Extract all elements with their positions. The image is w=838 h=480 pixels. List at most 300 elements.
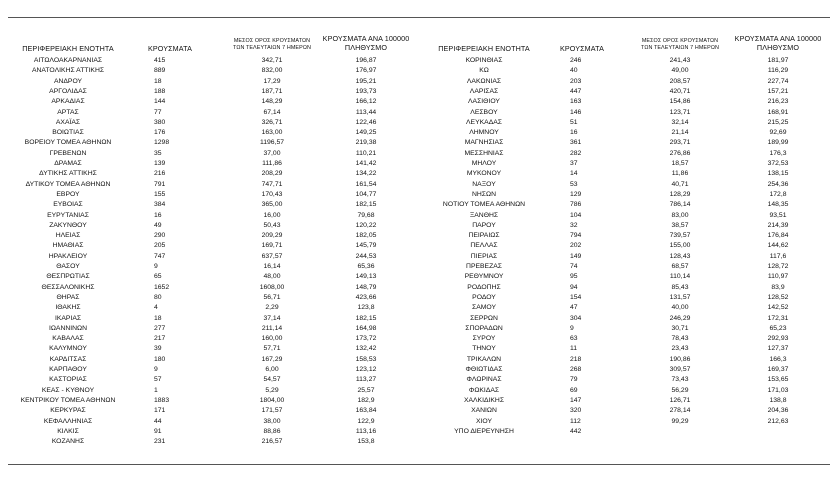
cell-avg: 209,29 xyxy=(261,232,283,240)
cell-avg: 6,00 xyxy=(265,366,279,373)
cell-avg: 128,43 xyxy=(669,252,691,260)
cell-name: ΑΡΓΟΛΙΔΑΣ xyxy=(49,87,87,95)
cell-cases: 163 xyxy=(570,98,582,106)
cell-rate: 173,72 xyxy=(355,335,377,343)
cell-rate: 195,21 xyxy=(355,77,377,85)
cell-rate: 120,22 xyxy=(355,221,377,229)
cell-name: ΘΕΣΠΡΩΤΙΑΣ xyxy=(46,273,90,281)
cell-name: ΤΗΝΟΥ xyxy=(472,345,496,353)
cell-name: ΑΝΔΡΟΥ xyxy=(53,77,83,85)
cell-name: ΦΩΚΙΔΑΣ xyxy=(468,386,500,394)
cell-cases: 9 xyxy=(570,324,574,332)
cell-name: ΜΗΛΟΥ xyxy=(471,160,497,167)
cell-rate: 134,22 xyxy=(355,170,377,178)
cell-cases: 1652 xyxy=(154,283,170,291)
cell-name: ΘΗΡΑΣ xyxy=(56,293,80,301)
cell-rate: 65,23 xyxy=(769,324,787,332)
cell-cases: 188 xyxy=(154,87,166,95)
cell-avg: 32,14 xyxy=(671,118,689,126)
cell-avg: 208,57 xyxy=(669,77,691,85)
cell-name: ΡΟΔΟΥ xyxy=(472,293,496,301)
cell-avg: 83,00 xyxy=(671,211,689,219)
cell-name: ΠΕΙΡΑΙΩΣ xyxy=(468,232,500,240)
cell-cases: 11 xyxy=(570,345,578,353)
cell-avg: 88,86 xyxy=(263,427,281,435)
cell-rate: 204,36 xyxy=(767,407,789,415)
cell-avg: 38,57 xyxy=(671,221,689,229)
cell-avg: 126,71 xyxy=(669,396,691,404)
cell-avg: 739,57 xyxy=(669,232,691,240)
cell-rate: 25,57 xyxy=(357,386,375,394)
cell-rate: 127,37 xyxy=(767,345,789,353)
cell-name: ΚΑΣΤΟΡΙΑΣ xyxy=(49,376,87,384)
cell-name: ΙΩΑΝΝΙΝΩΝ xyxy=(48,324,88,332)
cell-name: ΔΥΤΙΚΗΣ ΑΤΤΙΚΗΣ xyxy=(39,170,97,178)
cell-avg: 17,29 xyxy=(263,77,281,85)
cell-cases: 49 xyxy=(154,221,162,229)
cell-cases: 304 xyxy=(570,314,582,322)
cell-avg: 1804,00 xyxy=(259,396,285,404)
cell-rate: 149,25 xyxy=(355,129,377,137)
cell-name: ΛΕΥΚΑΔΑΣ xyxy=(466,118,502,126)
cell-cases: 218 xyxy=(570,355,582,363)
cell-cases: 361 xyxy=(570,139,582,147)
cell-avg: 309,57 xyxy=(669,366,691,373)
cell-name: ΛΑΡΙΣΑΣ xyxy=(469,87,499,95)
cell-avg: 246,29 xyxy=(669,314,691,322)
cell-name: ΚΑΛΥΜΝΟΥ xyxy=(49,345,87,353)
cell-avg: 1608,00 xyxy=(259,283,285,291)
cell-avg: 171,57 xyxy=(261,407,283,415)
cell-rate: 182,15 xyxy=(355,314,377,322)
cell-cases: 69 xyxy=(570,386,578,394)
cell-avg: 18,57 xyxy=(671,160,689,167)
cell-cases: 205 xyxy=(154,242,166,250)
cell-rate: 372,53 xyxy=(767,160,789,167)
cell-cases: 149 xyxy=(570,252,582,260)
cell-rate: 122,9 xyxy=(357,417,375,425)
cell-rate: 161,54 xyxy=(355,180,377,188)
cell-avg: 5,29 xyxy=(265,386,279,394)
cell-avg: 155,00 xyxy=(669,242,691,250)
cell-rate: 149,13 xyxy=(355,273,377,281)
cell-cases: 51 xyxy=(570,118,578,126)
cell-name: ΒΟΙΩΤΙΑΣ xyxy=(52,129,84,137)
cell-rate: 292,93 xyxy=(767,335,789,343)
cell-cases: 32 xyxy=(570,221,578,229)
cell-rate: 172,8 xyxy=(769,190,787,198)
cell-name: ΚΕΑΣ - ΚΥΘΝΟΥ xyxy=(41,386,95,394)
header-cases-left: ΚΡΟΥΣΜΑΤΑ xyxy=(148,44,192,53)
cell-cases: 139 xyxy=(154,160,166,167)
cell-name: ΙΘΑΚΗΣ xyxy=(55,304,81,312)
cell-rate: 141,42 xyxy=(355,160,377,167)
cell-name: ΗΡΑΚΛΕΙΟΥ xyxy=(48,252,88,260)
cell-rate: 164,98 xyxy=(355,324,377,332)
cell-cases: 277 xyxy=(154,324,166,332)
cell-rate: 122,46 xyxy=(355,118,377,126)
cell-rate: 138,15 xyxy=(767,170,789,178)
header-region-right: ΠΕΡΙΦΕΡΕΙΑΚΗ ΕΝΟΤΗΤΑ xyxy=(438,44,530,53)
cell-cases: 176 xyxy=(154,129,166,137)
cell-rate: 145,79 xyxy=(355,242,377,250)
cell-avg: 170,43 xyxy=(261,190,283,198)
cell-avg: 190,86 xyxy=(669,355,691,363)
cell-rate: 153,8 xyxy=(357,438,375,446)
cell-rate xyxy=(738,427,818,437)
cell-rate: 148,79 xyxy=(355,283,377,291)
cell-cases: 9 xyxy=(154,366,158,373)
cell-rate: 219,38 xyxy=(355,139,377,147)
cell-name: ΕΥΡΥΤΑΝΙΑΣ xyxy=(47,211,89,219)
cell-name: ΚΩ xyxy=(479,67,489,75)
cell-cases: 180 xyxy=(154,355,166,363)
cell-rate: 113,16 xyxy=(355,427,377,435)
cell-avg: 187,71 xyxy=(261,87,283,95)
cell-cases: 129 xyxy=(570,190,582,198)
cell-avg: 11,86 xyxy=(671,170,689,178)
header-rate-right: ΚΡΟΥΣΜΑΤΑ ΑΝΑ 100000 ΠΛΗΘΥΣΜΟ xyxy=(734,34,822,52)
cell-cases: 290 xyxy=(154,232,166,240)
cell-avg: 16,14 xyxy=(263,263,281,270)
cell-cases: 747 xyxy=(154,252,166,260)
cell-cases: 65 xyxy=(154,273,162,281)
cell-rate: 172,31 xyxy=(767,314,789,322)
cell-name: ΓΡΕΒΕΝΩΝ xyxy=(49,149,87,157)
cell-name: ΦΘΙΩΤΙΔΑΣ xyxy=(465,366,503,373)
cell-name: ΛΑΚΩΝΙΑΣ xyxy=(466,77,502,85)
cell-rate: 110,21 xyxy=(355,149,377,157)
cell-avg: 365,00 xyxy=(261,201,283,209)
cell-name: ΣΥΡΟΥ xyxy=(472,335,496,343)
cell-cases: 63 xyxy=(570,335,578,343)
cell-cases: 268 xyxy=(570,366,582,373)
header-avg-left: ΜΕΣΟΣ ΟΡΟΣ ΚΡΟΥΣΜΑΤΩΝ ΤΩΝ ΤΕΛΕΥΤΑΙΩΝ 7 ΗΜΕΡΩΝ xyxy=(233,38,311,51)
cell-rate: 182,9 xyxy=(357,396,375,404)
cell-cases: 380 xyxy=(154,118,166,126)
cell-rate: 123,8 xyxy=(357,304,375,312)
cell-rate: 65,36 xyxy=(357,263,375,270)
cell-name: ΑΙΤΩΛΟΑΚΑΡΝΑΝΙΑΣ xyxy=(33,57,103,64)
cell-name: ΡΟΔΟΠΗΣ xyxy=(467,283,501,291)
cell-cases: 94 xyxy=(570,283,578,291)
cell-name: ΛΕΣΒΟΥ xyxy=(470,108,498,116)
cell-rate: 214,39 xyxy=(767,221,789,229)
cell-name: ΜΑΓΝΗΣΙΑΣ xyxy=(464,139,504,147)
cell-cases: 47 xyxy=(570,304,578,312)
cell-name: ΑΡΤΑΣ xyxy=(57,108,79,116)
cell-cases: 57 xyxy=(154,376,162,384)
cell-cases: 447 xyxy=(570,87,582,95)
cell-avg: 21,14 xyxy=(671,129,689,137)
cell-name: ΜΕΣΣΗΝΙΑΣ xyxy=(464,149,504,157)
cell-cases: 80 xyxy=(154,293,162,301)
cell-avg: 2,29 xyxy=(265,304,279,312)
cell-cases: 384 xyxy=(154,201,166,209)
cell-cases: 4 xyxy=(154,304,158,312)
cell-rate: 104,77 xyxy=(355,190,377,198)
cell-rate: 176,84 xyxy=(767,232,789,240)
cell-rate: 128,72 xyxy=(767,263,789,270)
cell-name: ΧΑΝΙΩΝ xyxy=(471,407,497,415)
cell-avg: 54,57 xyxy=(263,376,281,384)
cell-name: ΑΧΑΪΑΣ xyxy=(55,118,81,126)
cell-name: ΜΥΚΟΝΟΥ xyxy=(466,170,502,178)
cell-name: ΚΟΡΙΝΘΙΑΣ xyxy=(465,57,503,64)
cell-rate: 244,53 xyxy=(355,252,377,260)
cell-avg: 131,57 xyxy=(669,293,691,301)
cell-cases: 1 xyxy=(154,386,158,394)
cell-avg: 56,71 xyxy=(263,293,281,301)
cell-cases: 203 xyxy=(570,77,582,85)
cell-rate: 196,87 xyxy=(355,57,377,64)
cell-rate: 123,12 xyxy=(355,366,377,373)
cell-name: ΧΙΟΥ xyxy=(475,417,493,425)
cell-avg: 293,71 xyxy=(669,139,691,147)
cell-rate: 227,74 xyxy=(767,77,789,85)
cell-name: ΖΑΚΥΝΘΟΥ xyxy=(49,221,87,229)
cell-avg: 37,14 xyxy=(263,314,281,322)
cell-avg: 38,00 xyxy=(263,417,281,425)
cell-name: ΞΑΝΘΗΣ xyxy=(469,211,499,219)
cell-rate: 169,37 xyxy=(767,366,789,373)
header-region-left: ΠΕΡΙΦΕΡΕΙΑΚΗ ΕΝΟΤΗΤΑ xyxy=(22,44,114,53)
cell-cases: 112 xyxy=(570,417,581,425)
cell-cases: 889 xyxy=(154,67,166,75)
cell-avg: 167,29 xyxy=(261,355,283,363)
cell-rate: 216,23 xyxy=(767,98,789,106)
cell-cases: 77 xyxy=(154,108,162,116)
cell-cases: 794 xyxy=(570,232,582,240)
cell-rate: 153,65 xyxy=(767,376,789,384)
cell-rate: 93,51 xyxy=(769,211,787,219)
cell-avg: 49,00 xyxy=(671,67,689,75)
cell-avg: 37,00 xyxy=(263,149,281,157)
header-rate-left: ΚΡΟΥΣΜΑΤΑ ΑΝΑ 100000 ΠΛΗΘΥΣΜΟ xyxy=(322,34,410,52)
cell-avg: 747,71 xyxy=(261,180,283,188)
cell-cases: 154 xyxy=(570,293,582,301)
cell-cases: 147 xyxy=(570,396,582,404)
cell-cases: 35 xyxy=(154,149,162,157)
cell-name: ΗΜΑΘΙΑΣ xyxy=(52,242,84,250)
cell-rate: 157,21 xyxy=(767,87,789,95)
cell-name: ΛΗΜΝΟΥ xyxy=(469,129,499,137)
cell-rate: 117,6 xyxy=(769,252,787,260)
cell-rate: 83,9 xyxy=(771,283,785,291)
cell-name: ΚΕΡΚΥΡΑΣ xyxy=(50,407,86,415)
cell-avg: 342,71 xyxy=(261,57,283,64)
cell-avg: 208,29 xyxy=(261,170,283,178)
cell-avg: 216,57 xyxy=(261,438,283,446)
cell-name: ΝΟΤΙΟΥ ΤΟΜΕΑ ΑΘΗΝΩΝ xyxy=(442,201,526,209)
cell-cases: 442 xyxy=(570,427,582,435)
cell-name: ΥΠΟ ΔΙΕΡΕΥΝΗΣΗ xyxy=(454,427,514,435)
cell-name: ΚΟΖΑΝΗΣ xyxy=(51,438,85,446)
cell-avg: 40,71 xyxy=(671,180,689,188)
cell-avg: 163,00 xyxy=(261,129,283,137)
cell-rate: 142,52 xyxy=(767,304,789,312)
cell-cases: 91 xyxy=(154,427,162,435)
cell-avg: 211,14 xyxy=(261,324,283,332)
cell-avg: 786,14 xyxy=(669,201,691,209)
cell-cases: 79 xyxy=(570,376,578,384)
cell-name: ΛΑΣΙΘΙΟΥ xyxy=(468,98,500,106)
cell-name: ΤΡΙΚΑΛΩΝ xyxy=(466,355,502,363)
cell-cases: 74 xyxy=(570,263,578,270)
cell-rate: 189,99 xyxy=(767,139,789,147)
header-avg-right: ΜΕΣΟΣ ΟΡΟΣ ΚΡΟΥΣΜΑΤΩΝ ΤΩΝ ΤΕΛΕΥΤΑΙΩΝ 7 ΗΜΕΡΩΝ xyxy=(641,38,719,51)
cell-cases: 144 xyxy=(154,98,166,106)
cell-cases: 95 xyxy=(570,273,578,281)
cell-name: ΚΙΛΚΙΣ xyxy=(57,427,79,435)
cell-avg xyxy=(640,427,720,437)
cell-cases: 202 xyxy=(570,242,582,250)
cell-rate: 254,36 xyxy=(767,180,789,188)
cell-name: ΒΟΡΕΙΟΥ ΤΟΜΕΑ ΑΘΗΝΩΝ xyxy=(24,139,112,147)
cell-rate: 182,05 xyxy=(355,232,377,240)
cell-rate: 176,3 xyxy=(769,149,787,157)
cell-name: ΚΑΒΑΛΑΣ xyxy=(52,335,84,343)
cell-cases: 282 xyxy=(570,149,582,157)
cell-name: ΕΥΒΟΙΑΣ xyxy=(53,201,83,209)
cell-cases: 246 xyxy=(570,57,582,64)
cell-name: ΝΗΣΩΝ xyxy=(471,190,496,198)
cell-rate: 166,12 xyxy=(355,98,377,106)
cell-avg: 99,29 xyxy=(671,417,689,425)
cell-cases: 18 xyxy=(154,77,162,85)
cell-cases: 155 xyxy=(154,190,166,198)
cell-cases: 786 xyxy=(570,201,582,209)
cell-cases: 18 xyxy=(154,314,162,322)
cell-avg: 326,71 xyxy=(261,118,283,126)
cell-cases: 14 xyxy=(570,170,578,178)
cell-avg: 85,43 xyxy=(671,283,689,291)
cell-avg: 276,86 xyxy=(669,149,691,157)
cell-name: ΑΝΑΤΟΛΙΚΗΣ ΑΤΤΙΚΗΣ xyxy=(31,67,105,75)
cell-rate: 128,52 xyxy=(767,293,789,301)
cell-name: ΕΒΡΟΥ xyxy=(56,190,80,198)
cell-rate: 144,62 xyxy=(767,242,789,250)
cell-avg: 78,43 xyxy=(671,335,689,343)
cell-rate: 92,69 xyxy=(769,129,787,137)
cell-rate: 181,97 xyxy=(767,57,789,64)
cell-name: ΣΕΡΡΩΝ xyxy=(470,314,498,322)
cell-rate: 138,8 xyxy=(769,396,787,404)
cell-cases: 217 xyxy=(154,335,166,343)
cell-rate: 116,29 xyxy=(767,67,789,75)
cell-avg: 111,86 xyxy=(262,160,282,167)
cell-avg: 123,71 xyxy=(669,108,691,116)
cell-avg: 16,00 xyxy=(263,211,281,219)
cell-name: ΝΑΞΟΥ xyxy=(472,180,496,188)
cell-rate: 113,44 xyxy=(355,108,377,116)
cell-avg: 68,57 xyxy=(671,263,689,270)
cell-avg: 73,43 xyxy=(671,376,689,384)
cell-rate: 148,35 xyxy=(767,201,789,209)
cell-name: ΘΕΣΣΑΛΟΝΙΚΗΣ xyxy=(41,283,95,291)
cell-avg: 48,00 xyxy=(263,273,281,281)
cell-rate: 176,97 xyxy=(355,67,377,75)
cell-name: ΠΡΕΒΕΖΑΣ xyxy=(466,263,502,270)
cell-cases: 104 xyxy=(570,211,582,219)
header-cases-right: ΚΡΟΥΣΜΑΤΑ xyxy=(560,44,604,53)
cell-cases: 16 xyxy=(570,129,578,137)
cell-avg: 420,71 xyxy=(669,87,691,95)
cell-cases: 53 xyxy=(570,180,578,188)
cell-avg: 1196,57 xyxy=(259,139,285,147)
cell-cases: 44 xyxy=(154,417,162,425)
cell-name: ΧΑΛΚΙΔΙΚΗΣ xyxy=(463,396,505,404)
cell-avg: 57,71 xyxy=(263,345,281,353)
cell-name: ΣΠΟΡΑΔΩΝ xyxy=(465,324,503,332)
cell-name: ΠΑΡΟΥ xyxy=(472,221,496,229)
cell-name: ΚΑΡΔΙΤΣΑΣ xyxy=(49,355,87,363)
cell-avg: 30,71 xyxy=(671,324,689,332)
cell-cases: 231 xyxy=(154,438,166,446)
cell-rate: 166,3 xyxy=(769,355,787,363)
cell-rate: 79,68 xyxy=(357,211,375,219)
cell-avg: 832,00 xyxy=(261,67,283,75)
cell-rate: 215,25 xyxy=(767,118,789,126)
cell-cases: 1883 xyxy=(154,396,170,404)
cell-rate: 182,15 xyxy=(355,201,377,209)
cell-avg: 154,86 xyxy=(669,98,691,106)
cell-avg: 169,71 xyxy=(261,242,283,250)
cell-rate: 163,84 xyxy=(355,407,377,415)
cell-rate: 193,73 xyxy=(355,87,377,95)
cell-name: ΗΛΕΙΑΣ xyxy=(55,232,81,240)
cell-rate: 158,53 xyxy=(355,355,377,363)
cell-avg: 23,43 xyxy=(671,345,689,353)
cell-name: ΚΑΡΠΑΘΟΥ xyxy=(49,366,87,373)
cell-rate: 110,97 xyxy=(767,273,789,281)
cell-avg: 110,14 xyxy=(669,273,691,281)
cell-name: ΚΕΦΑΛΛΗΝΙΑΣ xyxy=(43,417,93,425)
cell-cases: 9 xyxy=(154,263,158,270)
cell-cases: 171 xyxy=(154,407,166,415)
cell-cases: 415 xyxy=(154,57,166,64)
cell-cases: 40 xyxy=(570,67,578,75)
cell-avg: 160,00 xyxy=(261,335,283,343)
cell-cases: 146 xyxy=(570,108,582,116)
cell-avg: 56,29 xyxy=(671,386,689,394)
cell-name: ΦΛΩΡΙΝΑΣ xyxy=(466,376,502,384)
cell-name: ΠΙΕΡΙΑΣ xyxy=(470,252,498,260)
cell-rate: 171,03 xyxy=(767,386,789,394)
cell-name: ΘΑΣΟΥ xyxy=(56,263,80,270)
cell-avg: 50,43 xyxy=(263,221,281,229)
cell-avg: 128,29 xyxy=(669,190,691,198)
cell-avg: 637,57 xyxy=(261,252,283,260)
cell-name: ΚΕΝΤΡΙΚΟΥ ΤΟΜΕΑ ΑΘΗΝΩΝ xyxy=(20,396,116,404)
cell-name: ΔΡΑΜΑΣ xyxy=(54,160,82,167)
cell-name: ΠΕΛΛΑΣ xyxy=(470,242,498,250)
cell-cases: 791 xyxy=(154,180,166,188)
cell-name: ΔΥΤΙΚΟΥ ΤΟΜΕΑ ΑΘΗΝΩΝ xyxy=(25,180,111,188)
cell-name: ΙΚΑΡΙΑΣ xyxy=(54,314,82,322)
cell-cases: 16 xyxy=(154,211,162,219)
cell-rate: 212,63 xyxy=(767,417,789,425)
cell-avg: 40,00 xyxy=(671,304,689,312)
cell-avg: 278,14 xyxy=(669,407,691,415)
cell-name: ΡΕΘΥΜΝΟΥ xyxy=(464,273,504,281)
cell-cases: 1298 xyxy=(154,139,170,147)
cell-cases: 39 xyxy=(154,345,162,353)
cell-cases: 320 xyxy=(570,407,582,415)
cell-avg: 67,14 xyxy=(263,108,281,116)
cell-rate: 423,66 xyxy=(355,293,377,301)
cell-rate: 113,27 xyxy=(355,376,377,384)
